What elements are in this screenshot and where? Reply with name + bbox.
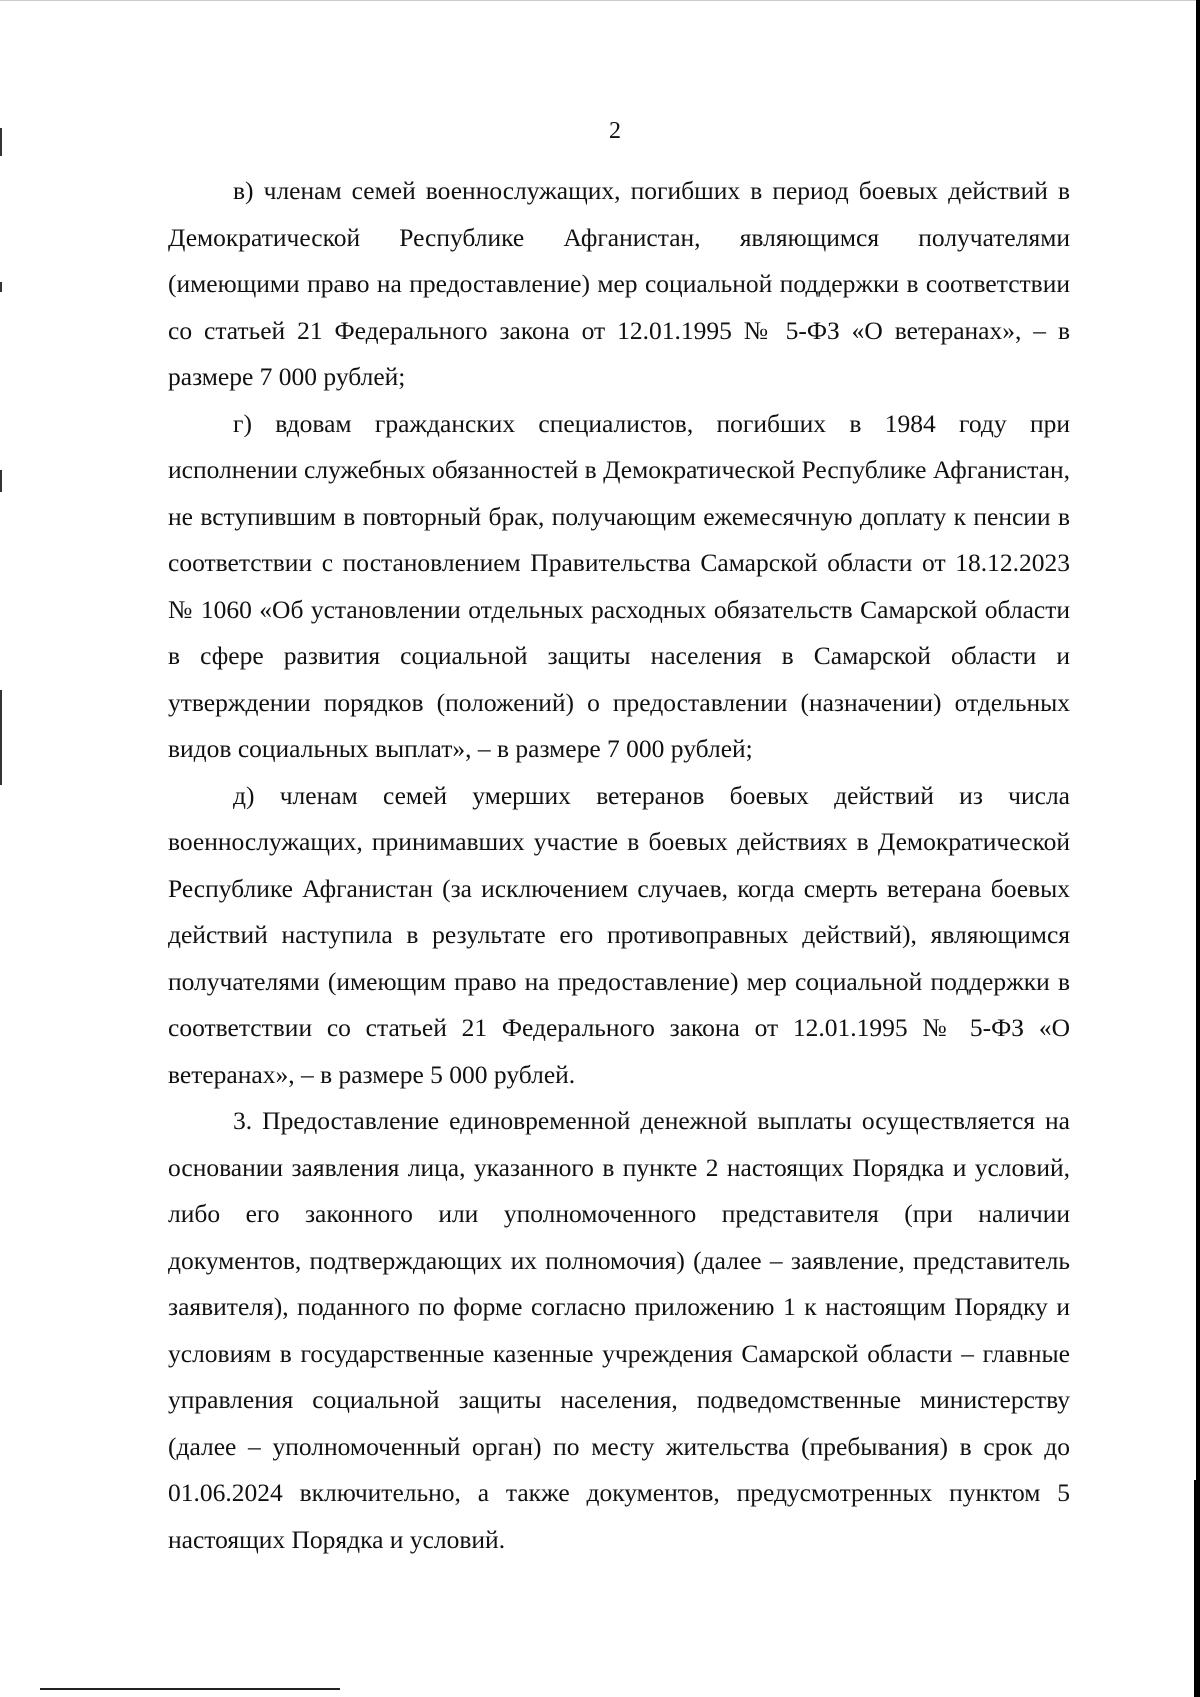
paragraph-subitem-g: г) вдовам гражданских специалистов, погибших в 1984 году при исполнении служебных обязанностей в Демократической Республике Афганистан, не вступившим в повторный брак, получающим ежемесячную доплату к пенсии в соответствии с постановлением Правительства Самарской области от 18.12.2023 № 1060 «Об установлении отдельных расходных обязательств Самарской области в сфере развития социальной защиты населения в Самарской области и утверждении порядков (положений) о предоставлении (назначении) отдельных видов социальных выплат», – в размере 7 000 рублей; [168,408,1071,763]
paragraph-subitem-d: д) членам семей умерших ветеранов боевых действий из числа военнослужащих, принимавших участие в боевых действиях в Демократической Республике Афганистан (за исключением случаев, когда смерть ветерана боевых действий наступила в результате его противоправных действий), являющимся получателями (имеющим право на предоставление) мер социальной поддержки в соответствии со статьей 21 Федерального закона от 12.01.1995 № 5-ФЗ «О ветеранах», – в размере 5 000 рублей. [168,780,1070,1089]
scan-right-edge-shadow [1194,1480,1200,1697]
paragraph-item-3: 3. Предоставление единовременной денежной выплаты осуществляется на основании заявления лица, указанного в пункте 2 настоящих Порядка и условий, либо его законного или уполномоченного представителя (при наличии документов, подтверждающих их полномочия) (далее – заявление, представитель заявителя), поданного по форме согласно приложению 1 к настоящим Порядку и условиям в государственные казенные учреждения Самарской области – главные управления социальной защиты населения, подведомственные министерству (далее – уполномоченный орган) по месту жительства (пребывания) в срок до 01.06.2024 включительно, а также документов, предусмотренных пунктом 5 настоящих Порядка и условий. [168,1106,1070,1554]
scan-bottom-edge [40,1688,340,1690]
paragraph-subitem-v: в) членам семей военнослужащих, погибших в период боевых действий в Демократической Республике Афганистан, являющимся получателями (имеющими право на предоставление) мер социальной поддержки в соответствии со статьей 21 Федерального закона от 12.01.1995 № 5-ФЗ «О ветеранах», – в размере 7 000 рублей; [168,176,1070,391]
scan-right-edge [1196,0,1200,1697]
page-number: 2 [609,118,621,144]
scan-top-edge [0,0,1200,1]
scan-left-mark [0,470,2,492]
document-body [168,168,1070,1563]
scan-left-mark [0,282,2,292]
scan-left-mark [0,690,2,785]
